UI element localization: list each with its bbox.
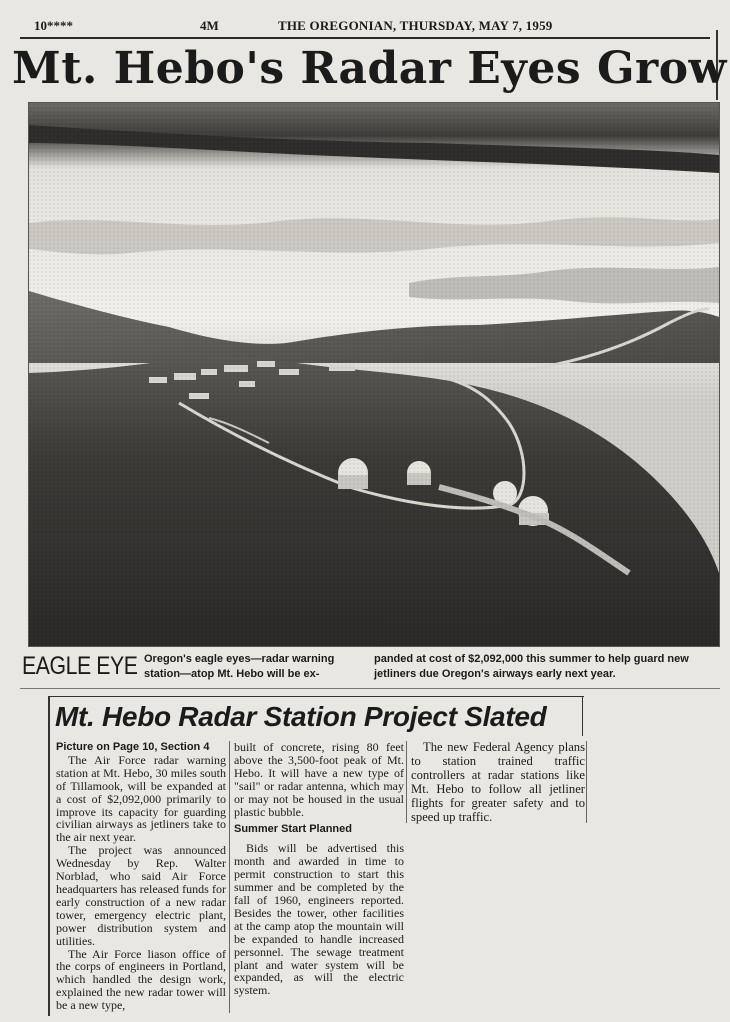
article-column-1 <box>56 741 226 1012</box>
edition-mark: 4M <box>200 18 219 33</box>
article-box-left-rule <box>48 696 50 1016</box>
paper-date: THE OREGONIAN, THURSDAY, MAY 7, 1959 <box>278 18 553 33</box>
paragraph: The new Federal Agency plans to station trained traffic controllers at radar stations like Mt. Hebo to follow all jetliner flights for greater safety and to speed up traffic. <box>411 740 585 824</box>
aerial-photo <box>28 102 720 647</box>
paragraph: The Air Force liason office of the corps of engineers in Portland, which handled the design work, explained the new radar tower will be a new type, <box>56 946 226 1013</box>
masthead <box>30 18 570 38</box>
caption-label: EAGLE EYE <box>22 652 138 680</box>
masthead-rule <box>20 37 710 39</box>
caption-rule <box>20 688 720 689</box>
paragraph: built of concrete, rising 80 feet above the 3,500-foot peak of Mt. Hebo. It will have a new type of "sail" or radar antenna, which may or may not be housed in the usual plastic bubble. <box>234 740 404 819</box>
photo-caption <box>20 648 710 688</box>
paragraph: The Air Force radar warning station at Mt. Hebo, 30 miles south of Tillamook, will be expanded at a cost of $2,092,000 primarily to improve its capacity for guarding civilian airways as jetliners take to the air next year. <box>56 752 226 845</box>
column-rule <box>406 741 407 823</box>
mountain-radar-station-image <box>29 103 719 646</box>
article-headline: Mt. Hebo Radar Station Project Slated <box>55 701 547 732</box>
caption-text-right: panded at cost of $2,092,000 this summer to help guard new jetliners due Oregon's airways early next year. <box>374 653 689 680</box>
page-number: 10**** <box>34 18 73 33</box>
paragraph: The project was announced Wednesday by Rep. Walter Norblad, who said Air Force headquarters has released funds for early construction of a new radar tower, emergency electric plant, power distribution system and utilities. <box>56 843 226 948</box>
section-subhead: Summer Start Planned <box>234 823 352 836</box>
picture-reference: Picture on Page 10, Section 4 <box>56 741 210 753</box>
paragraph: Bids will be advertised this month and awarded in time to permit construction to start this summer and be completed by the fall of 1960, engineers reported. Besides the tower, other facilities at the camp atop the mountain will be expanded to handle increased personnel. The sewage treatment plant and water system will be expanded, as will the electric system. <box>234 841 404 998</box>
article-column-3 <box>411 741 585 824</box>
article-column-2 <box>234 741 404 997</box>
column-rule <box>229 741 230 1013</box>
caption-text-left: Oregon's eagle eyes—radar warning station—atop Mt. Hebo will be ex- <box>144 653 335 680</box>
column-rule <box>586 741 587 823</box>
page-headline: Mt. Hebo's Radar Eyes Grow <box>12 43 727 94</box>
